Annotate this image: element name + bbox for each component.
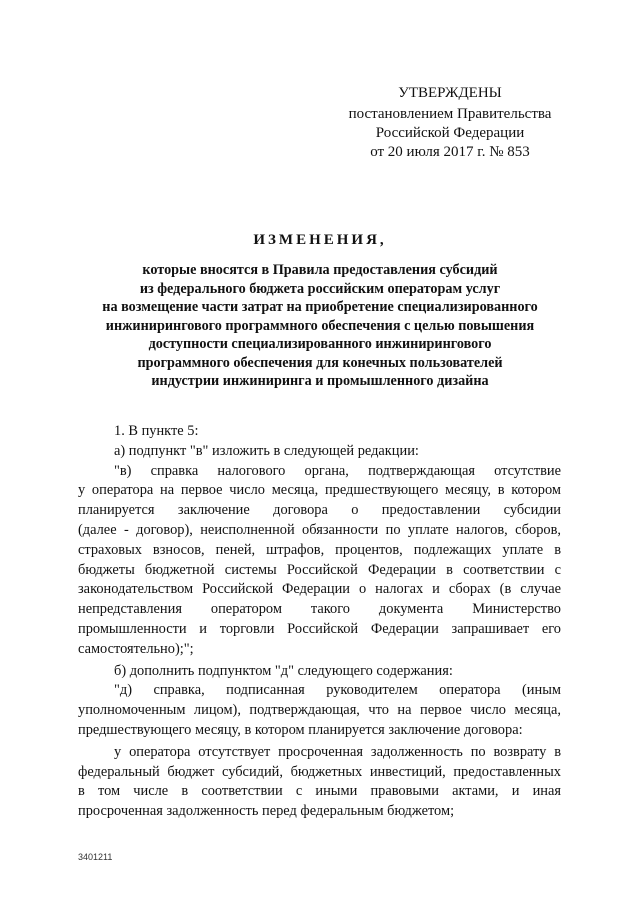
body-line: предшествующего месяцу, в котором планируется заключение договора: <box>78 721 523 738</box>
approval-title: УТВЕРЖДЕНЫ <box>398 85 502 101</box>
body-line: законодательством Российской Федерации о налогах и сборах (в случае <box>78 581 561 598</box>
document-subheading <box>60 261 580 391</box>
subheading-line: индустрии инжиниринга и промышленного дизайна <box>151 373 489 389</box>
approval-line: постановлением Правительства <box>348 106 552 122</box>
body-line: просроченная задолженность перед федеральным бюджетом; <box>78 803 455 820</box>
subitem-b: б) дополнить подпунктом "д" следующего содержания: <box>114 662 453 679</box>
body-line: в том числе в соответствии с иными правовыми актами, и иная <box>78 783 561 800</box>
approval-line: Российской Федерации <box>375 125 525 141</box>
body-line: страховых взносов, пеней, штрафов, процентов, подлежащих уплате в <box>78 541 561 558</box>
body-line: у оператора отсутствует просроченная задолженность по возврату в <box>114 743 561 760</box>
body-line: непредставления оператором такого документа Министерство <box>78 601 561 618</box>
quoted-text-line: "в) справка налогового органа, подтверждающая отсутствие <box>114 462 561 479</box>
subheading-line: инжинирингового программного обеспечения с целью повышения <box>105 317 535 334</box>
quoted-text-line: "д) справка, подписанная руководителем оператора (иным <box>114 682 561 699</box>
paragraph-item-1: 1. В пункте 5: <box>114 423 199 439</box>
document-body <box>78 422 561 822</box>
subheading-line: которые вносятся в Правила предоставления субсидий <box>142 262 498 278</box>
subheading-line: программного обеспечения для конечных пользователей <box>137 354 503 371</box>
body-line: федеральный бюджет субсидий, бюджетных инвестиций, предоставленных <box>78 763 561 780</box>
subheading-line: из федерального бюджета российским операторам услуг <box>139 280 501 297</box>
approval-date-line: от 20 июля 2017 г. № 853 <box>370 144 530 160</box>
body-line: (далее - договор), неисполненной обязанности по уплате налогов, сборов, <box>78 521 561 538</box>
body-line: самостоятельно);"; <box>78 640 194 657</box>
approval-block <box>330 84 570 162</box>
document-id: 3401211 <box>78 852 113 862</box>
body-line: планируется заключение договора о предоставлении субсидии <box>78 502 561 519</box>
subheading-line: на возмещение части затрат на приобретение специализированного <box>102 299 538 315</box>
body-line: промышленности и торговли Российской Федерации запрашивает его <box>78 620 561 637</box>
subitem-a: а) подпункт "в" изложить в следующей редакции: <box>114 442 419 459</box>
body-line: бюджеты бюджетной системы Российской Федерации в соответствии с <box>78 561 561 578</box>
document-heading: ИЗМЕНЕНИЯ, <box>253 232 387 248</box>
body-line: у оператора на первое число месяца, предшествующего месяцу, в котором <box>78 482 561 499</box>
subheading-line: доступности специализированного инжинирингового <box>148 336 492 352</box>
body-line: уполномоченным лицом), подтверждающая, что на первое число месяца, <box>78 702 561 719</box>
